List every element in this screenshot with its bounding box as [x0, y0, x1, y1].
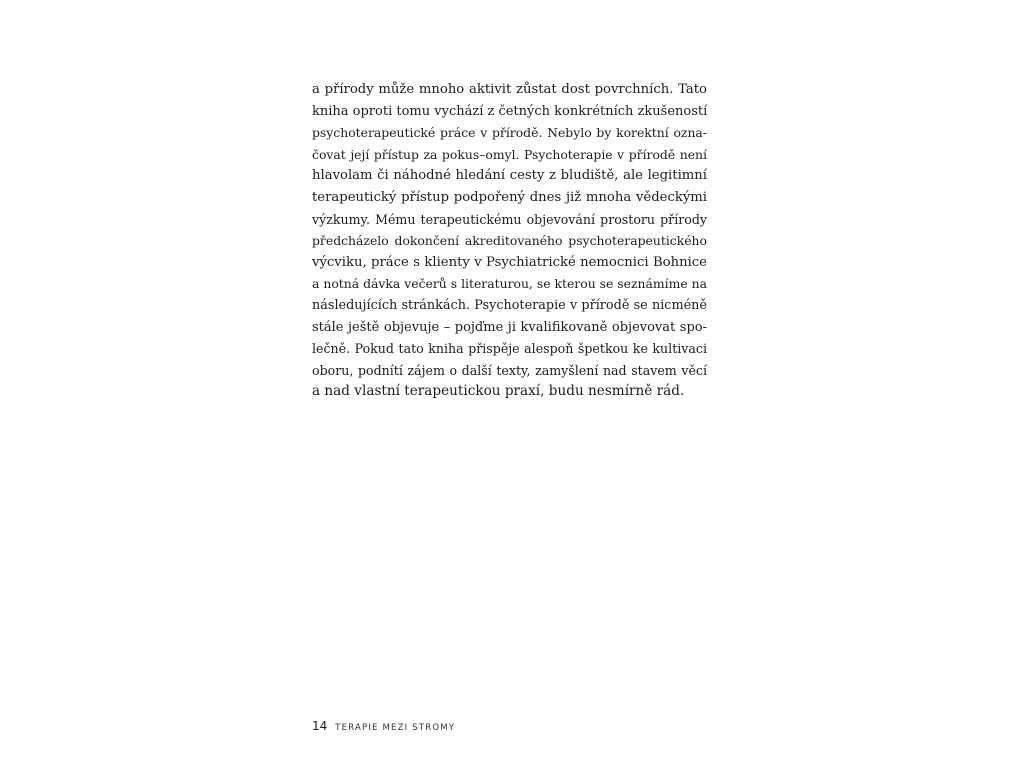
- text-line: a notná dávka večerů s literaturou, se kterou se seznámíme na: [312, 276, 707, 292]
- text-line: čovat její přístup za pokus–omyl. Psychoterapie v přírodě není: [312, 146, 707, 162]
- text-line: terapeutický přístup podpořený dnes již mnoha vědeckými: [312, 189, 707, 205]
- text-line: psychoterapeutické práce v přírodě. Nebylo by korektní ozna-: [312, 125, 707, 141]
- text-line: hlavolam či náhodné hledání cesty z bludiště, ale legitimní: [312, 168, 707, 184]
- body-paragraph: [312, 79, 707, 403]
- page-footer: [312, 719, 455, 737]
- text-line-last: a nad vlastní terapeutickou praxí, budu nesmírně rád.: [312, 383, 685, 400]
- page-number: 14: [312, 719, 328, 733]
- text-line: oboru, podnítí zájem o další texty, zamyšlení nad stavem věcí: [312, 362, 707, 378]
- text-line: výcviku, práce s klienty v Psychiatrické nemocnici Bohnice: [312, 254, 707, 270]
- text-line: předcházelo dokončení akreditovaného psychoterapeutického: [312, 233, 707, 249]
- text-line: následujících stránkách. Psychoterapie v přírodě se nicméně: [312, 297, 707, 313]
- text-line: a přírody může mnoho aktivit zůstat dost povrchních. Tato: [312, 82, 707, 97]
- text-line: výzkumy. Mému terapeutickému objevování prostoru přírody: [312, 211, 707, 227]
- text-line: kniha oproti tomu vychází z četných konkrétních zkušeností: [312, 103, 708, 119]
- text-line: stále ještě objevuje – pojďme ji kvalifikovaně objevovat spo-: [312, 319, 707, 335]
- running-head: TERAPIE MEZI STROMY: [335, 723, 456, 733]
- text-line: lečně. Pokud tato kniha přispěje alespoň špetkou ke kultivaci: [312, 341, 707, 357]
